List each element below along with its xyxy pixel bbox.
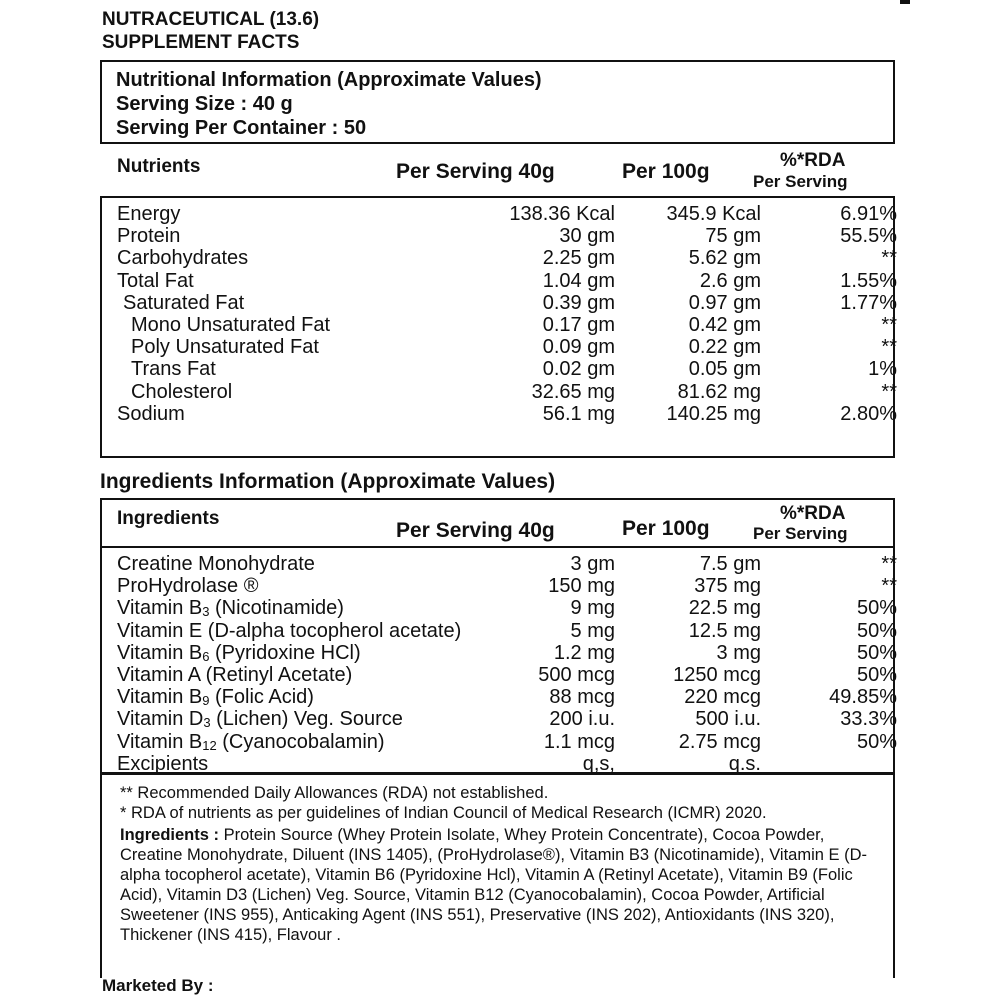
row-per-100g: 345.9 Kcal <box>666 203 761 225</box>
table-row <box>117 225 897 249</box>
ingredients-col-per-100: Per 100g <box>622 517 710 540</box>
row-name: Mono Unsaturated Fat <box>131 314 330 336</box>
row-name: Cholesterol <box>131 380 233 403</box>
row-name-subscript: 3 <box>202 604 210 620</box>
row-name-rest: (Cyanocobalamin) <box>216 730 385 753</box>
table-row <box>117 597 897 621</box>
row-name-main: Vitamin E (D-alpha tocopherol acetate) <box>117 619 462 642</box>
row-name-rest: (Folic Acid) <box>209 686 314 709</box>
row-name <box>117 686 314 709</box>
row-per-100g: 7.5 gm <box>699 553 761 575</box>
row-per-serving: 500 mcg <box>538 664 615 686</box>
nutrients-col-rda: %*RDA <box>780 150 846 171</box>
nutrients-col-per-100: Per 100g <box>622 160 710 183</box>
table-row <box>117 686 897 710</box>
row-per-100g: 1250 mcg <box>673 664 761 686</box>
top-edge-mark <box>900 0 910 4</box>
nutritional-info-title: Nutritional Information (Approximate Values) <box>116 69 542 91</box>
nutrients-col-rda-sub: Per Serving <box>753 172 848 191</box>
row-rda: 1.77% <box>840 291 897 314</box>
row-per-100g: 0.22 gm <box>688 336 761 359</box>
table-row <box>117 642 897 666</box>
row-per-serving: 0.09 gm <box>542 336 615 359</box>
row-rda: 50% <box>856 641 897 664</box>
row-name-main: Vitamin B <box>117 641 203 664</box>
row-per-serving: 88 mcg <box>549 686 615 709</box>
row-per-serving: 0.02 gm <box>542 358 615 381</box>
row-per-100g: q.s. <box>728 752 761 775</box>
ingredients-label: Ingredients : <box>120 826 220 844</box>
row-rda: 6.91% <box>840 203 897 225</box>
row-per-serving: q,s, <box>582 752 615 775</box>
row-name: Energy <box>117 203 181 225</box>
row-per-serving: 1.1 mcg <box>543 730 615 753</box>
row-rda: 33.3% <box>840 708 897 731</box>
row-rda: ** <box>881 380 897 403</box>
row-name <box>117 597 344 620</box>
nutritional-info-box <box>100 60 895 144</box>
row-name <box>117 664 352 687</box>
row-name: Poly Unsaturated Fat <box>131 336 319 359</box>
row-name: Saturated Fat <box>123 291 245 314</box>
row-per-100g: 0.05 gm <box>688 358 761 381</box>
table-row <box>117 664 897 688</box>
row-per-serving: 5 mg <box>570 619 615 642</box>
row-name-subscript: 3 <box>203 715 211 731</box>
ingredients-col-rda: %*RDA <box>780 503 846 524</box>
row-rda: ** <box>881 575 897 598</box>
row-per-serving: 9 mg <box>570 597 615 620</box>
row-per-serving: 200 i.u. <box>549 708 615 731</box>
row-per-100g: 2.6 gm <box>699 269 761 292</box>
row-name-subscript: 12 <box>202 737 217 753</box>
row-rda: ** <box>881 314 897 336</box>
marketed-by: Marketed By : <box>102 976 214 995</box>
row-per-serving: 32.65 mg <box>531 380 615 403</box>
row-name <box>117 708 403 731</box>
table-row <box>117 336 897 360</box>
row-rda: ** <box>881 336 897 359</box>
row-per-serving: 0.39 gm <box>542 291 615 314</box>
row-name <box>117 553 315 576</box>
supplement-facts-title: SUPPLEMENT FACTS <box>102 32 300 53</box>
table-row <box>117 203 897 227</box>
table-row <box>117 553 897 577</box>
table-row <box>117 708 897 732</box>
row-name <box>117 731 385 754</box>
ingredients-declaration <box>120 825 879 945</box>
row-per-serving: 1.2 mg <box>553 641 615 664</box>
row-name-rest: (Nicotinamide) <box>209 597 344 620</box>
table-row <box>117 403 897 427</box>
icmr-note: * RDA of nutrients as per guidelines of Indian Council of Medical Research (ICMR) 2020. <box>120 804 767 822</box>
row-per-serving: 150 mg <box>548 575 615 598</box>
row-per-100g: 81.62 mg <box>677 380 761 403</box>
row-name-main: Creatine Monohydrate <box>117 553 315 575</box>
row-per-serving: 138.36 Kcal <box>509 203 615 225</box>
row-rda: 50% <box>856 664 897 686</box>
row-per-100g: 220 mcg <box>684 686 761 709</box>
row-rda: ** <box>881 247 897 270</box>
row-per-serving: 30 gm <box>559 225 615 248</box>
row-name-main: Excipients <box>117 752 209 775</box>
table-row <box>117 314 897 338</box>
table-row <box>117 381 897 405</box>
row-per-serving: 2.25 gm <box>542 247 615 270</box>
row-name-subscript: 6 <box>202 648 210 664</box>
row-per-serving: 1.04 gm <box>542 269 615 292</box>
row-rda: ** <box>881 553 897 575</box>
row-per-serving: 56.1 mg <box>542 402 615 425</box>
ingredients-col-per-serving: Per Serving 40g <box>396 519 555 542</box>
row-name-rest: (Pyridoxine HCl) <box>209 641 361 664</box>
row-name: Carbohydrates <box>117 247 249 270</box>
row-per-100g: 5.62 gm <box>688 247 761 270</box>
row-per-100g: 2.75 mcg <box>678 730 761 753</box>
row-name-main: Vitamin B <box>117 686 203 709</box>
label-header <box>102 8 319 54</box>
row-rda: 50% <box>856 730 897 753</box>
row-name-rest: (Lichen) Veg. Source <box>210 708 403 731</box>
row-per-100g: 75 gm <box>705 225 761 248</box>
row-name-main: Vitamin B <box>117 597 203 620</box>
row-per-100g: 375 mg <box>694 575 761 598</box>
row-name-main: Vitamin A (Retinyl Acetate) <box>117 664 353 686</box>
product-category: NUTRACEUTICAL (13.6) <box>102 9 320 30</box>
row-per-100g: 3 mg <box>716 641 761 664</box>
row-per-100g: 500 i.u. <box>695 708 761 731</box>
notes-box <box>100 773 895 978</box>
nutrients-col-per-serving: Per Serving 40g <box>396 160 555 183</box>
serving-size: Serving Size : 40 g <box>116 93 293 115</box>
row-rda: 50% <box>856 597 897 620</box>
row-rda: 49.85% <box>829 686 897 709</box>
row-per-100g: 22.5 mg <box>688 597 761 620</box>
row-rda: 1.55% <box>840 269 897 292</box>
table-row <box>117 731 897 755</box>
row-name: Total Fat <box>117 269 194 292</box>
table-row <box>117 620 897 644</box>
row-per-serving: 0.17 gm <box>542 314 615 336</box>
table-row <box>117 292 897 316</box>
ingredients-list: Protein Source (Whey Protein Isolate, Whey Protein Concentrate), Cocoa Powder, Creatine Monohydrate, Diluent (INS 1405), (ProHydrolase®), Vitamin B3 (Nicotinamide), Vitamin E (D-alpha tocopherol acetate), Vitamin B6 (Pyridoxine Hcl), Vitamin A (Retinyl Acetate), Vitamin B9 (Folic Acid), Vitamin D3 (Lichen) Veg. Source, Vitamin B12 (Cyanocobalamin), Cocoa Powder, Artificial Sweetener (INS 955), Anticaking Agent (INS 551), Preservative (INS 202), Antioxidants (INS 320), Thickener (INS 415), Flavour . <box>120 826 868 944</box>
row-per-100g: 12.5 mg <box>688 619 761 642</box>
row-name: Trans Fat <box>131 358 216 381</box>
row-per-100g: 140.25 mg <box>666 402 761 425</box>
rda-note: ** Recommended Daily Allowances (RDA) not established. <box>120 784 549 802</box>
row-name-main: Vitamin D <box>117 708 204 731</box>
table-row <box>117 270 897 294</box>
row-name <box>117 620 461 643</box>
row-name: Sodium <box>117 402 185 425</box>
row-rda: 2.80% <box>840 402 897 425</box>
row-rda: 1% <box>868 358 897 381</box>
row-per-serving: 3 gm <box>570 553 615 575</box>
ingredients-col-name: Ingredients <box>117 508 220 529</box>
ingredients-col-rda-sub: Per Serving <box>753 524 848 543</box>
row-name-main: Vitamin B <box>117 730 203 753</box>
ingredients-header-divider <box>100 546 895 548</box>
row-name: Protein <box>117 225 181 248</box>
table-row <box>117 575 897 599</box>
table-row <box>117 247 897 271</box>
serving-per-container: Serving Per Container : 50 <box>116 117 367 139</box>
row-name-main: ProHydrolase ® <box>117 575 259 598</box>
row-rda: 55.5% <box>840 225 897 248</box>
ingredients-info-title: Ingredients Information (Approximate Values) <box>100 470 556 493</box>
row-name <box>117 575 258 598</box>
row-per-100g: 0.97 gm <box>688 291 761 314</box>
nutrients-col-name: Nutrients <box>117 156 201 177</box>
row-name <box>117 642 361 665</box>
row-rda: 50% <box>856 619 897 642</box>
row-name-subscript: 9 <box>202 693 210 709</box>
table-row <box>117 358 897 382</box>
row-per-100g: 0.42 gm <box>688 314 761 336</box>
